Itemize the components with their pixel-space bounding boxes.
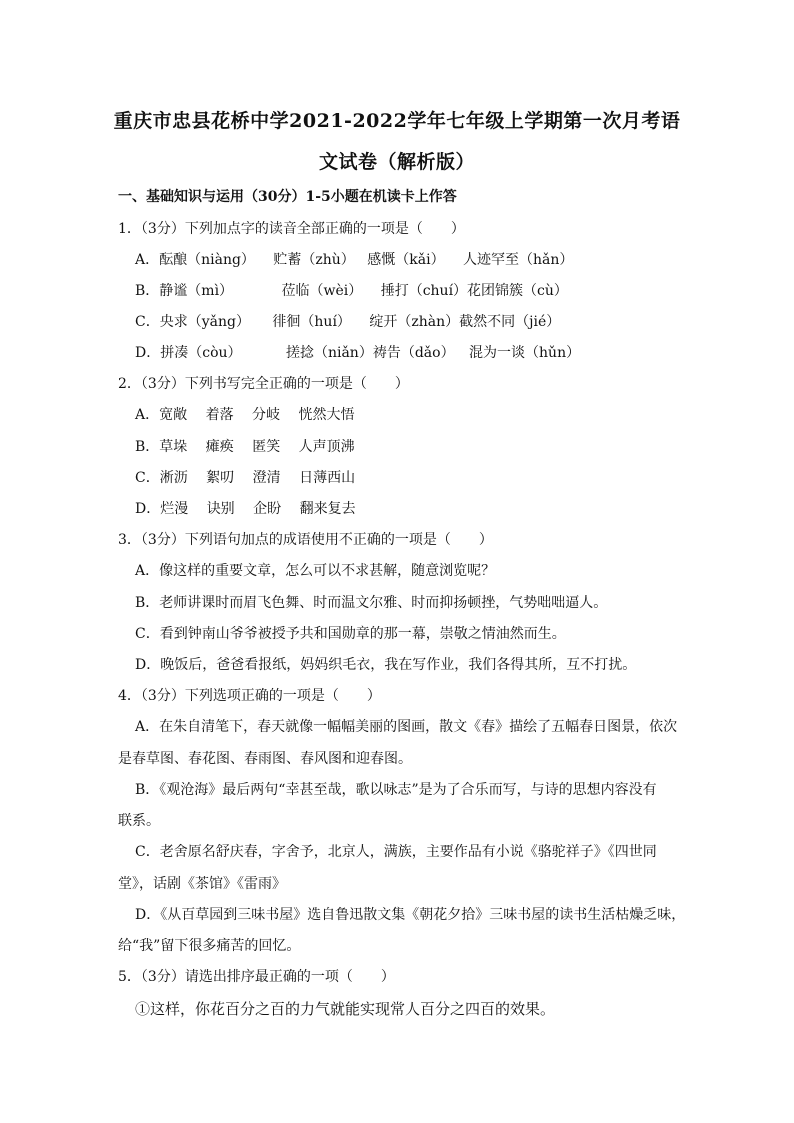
question-4-stem: 4．（3分）下列选项正确的一项是（ ） xyxy=(118,688,381,704)
question-4-option-a-line1: A．在朱自清笔下，春天就像一幅幅美丽的图画，散文《春》描绘了五幅春日图景，依次 xyxy=(135,719,678,735)
question-2-option-b: B．草垛 瘫痪 匿笑 人声顶沸 xyxy=(135,439,355,455)
question-2-stem: 2．（3分）下列书写完全正确的一项是（ ） xyxy=(118,376,409,392)
question-1-option-b: B．静谧（mì） 莅临（wèi） 捶打（chuí）花团锦簇（cù） xyxy=(135,283,568,299)
exam-title-line2: 文试卷（解析版） xyxy=(318,151,475,173)
question-4-option-b-line2: 联系。 xyxy=(118,813,160,829)
section-heading: 一、基础知识与运用（30分）1-5小题在机读卡上作答 xyxy=(118,189,457,205)
question-1-option-d: D．拼凑（còu） 搓捻（niǎn）祷告（dǎo） 混为一谈（hǔn） xyxy=(135,345,581,361)
question-4-option-d-line1: D．《从百草园到三味书屋》选自鲁迅散文集《朝花夕拾》三味书屋的读书生活枯燥乏味， xyxy=(135,907,686,923)
question-2-option-c: C．淅沥 絮叨 澄清 日薄西山 xyxy=(135,470,356,486)
exam-title-line1: 重庆市忠县花桥中学2021-2022学年七年级上学期第一次月考语 xyxy=(113,110,681,132)
question-4-option-c-line2: 堂》，话剧《茶馆》《雷雨》 xyxy=(118,876,286,892)
question-4-option-b-line1: B．《观沧海》最后两句“幸甚至哉，歌以咏志”是为了合乐而写，与诗的思想内容没有 xyxy=(135,782,657,798)
question-5-stem: 5．（3分）请选出排序最正确的一项（ ） xyxy=(118,969,395,985)
question-3-stem: 3．（3分）下列语句加点的成语使用不正确的一项是（ ） xyxy=(118,532,493,548)
question-5-sentence-1: ①这样，你花百分之百的力气就能实现常人百分之四百的效果。 xyxy=(135,1000,556,1018)
question-2-option-d: D．烂漫 诀别 企盼 翻来复去 xyxy=(135,501,356,517)
question-1-option-c: C．央求（yǎng） 徘徊（huí） 绽开（zhàn）截然不同（jié） xyxy=(135,314,561,330)
question-1-stem: 1．（3分）下列加点字的读音全部正确的一项是（ ） xyxy=(118,221,465,237)
question-2-option-a: A．宽敞 着落 分岐 恍然大悟 xyxy=(135,407,355,423)
question-4-option-c-line1: C．老舍原名舒庆春，字舍予，北京人，满族，主要作品有小说《骆驼祥子》《四世同 xyxy=(135,844,657,860)
question-4-option-a-line2: 是春草图、春花图、春雨图、春风图和迎春图。 xyxy=(118,751,412,767)
question-3-option-b: B．老师讲课时而眉飞色舞、时而温文尔雅、时而抑扬顿挫，气势咄咄逼人。 xyxy=(135,595,608,611)
question-3-option-d: D．晚饭后，爸爸看报纸，妈妈织毛衣，我在写作业，我们各得其所，互不打扰。 xyxy=(135,657,637,673)
question-1-option-a: A．酝酿（niàng） 贮蓄（zhù） 感慨（kǎi） 人迹罕至（hǎn） xyxy=(135,252,574,268)
question-3-option-a: A．像这样的重要文章，怎么可以不求甚解，随意浏览呢？ xyxy=(135,563,496,579)
question-4-option-d-line2: 给“我”留下很多痛苦的回忆。 xyxy=(118,938,301,954)
question-3-option-c: C．看到钟南山爷爷被授予共和国勋章的那一幕，崇敬之情油然而生。 xyxy=(135,626,566,642)
